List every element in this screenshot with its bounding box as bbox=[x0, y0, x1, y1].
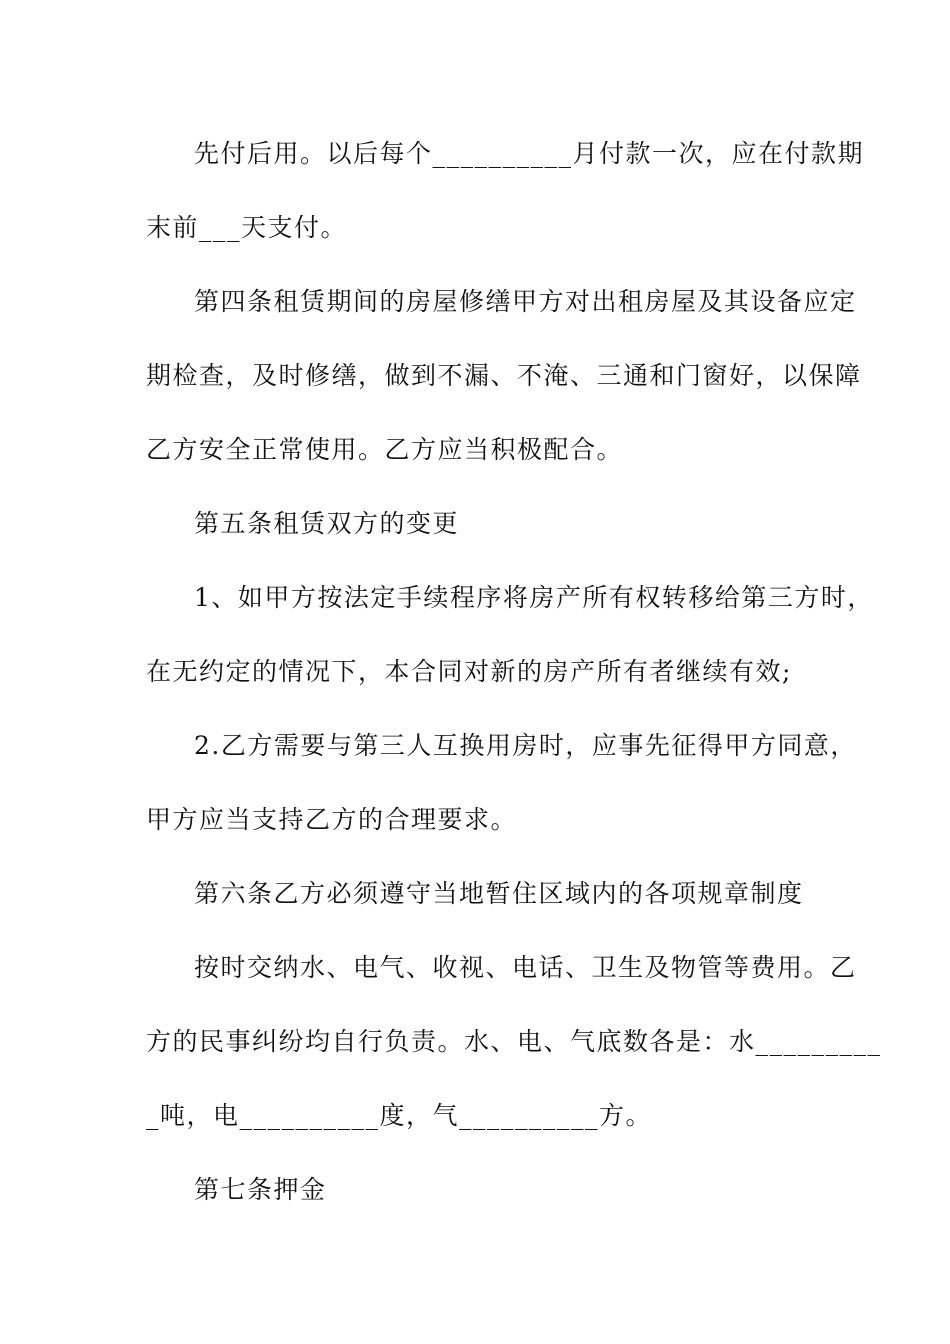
paragraph-line: 末前___天支付。 bbox=[146, 213, 348, 242]
paragraph-line: 方的民事纠纷均自行负责。水、电、气底数各是：水_________ bbox=[146, 1027, 882, 1056]
paragraph-line: 期检查，及时修缮，做到不漏、不淹、三通和门窗好，以保障 bbox=[146, 361, 862, 390]
paragraph-line: 甲方应当支持乙方的合理要求。 bbox=[146, 805, 518, 834]
list-item-line: 1、如甲方按法定手续程序将房产所有权转移给第三方时， bbox=[194, 583, 874, 612]
article-heading-line: 第七条押金 bbox=[194, 1175, 327, 1204]
paragraph-line: 按时交纳水、电气、收视、电话、卫生及物管等费用。乙 bbox=[194, 953, 857, 982]
paragraph-line: 乙方安全正常使用。乙方应当积极配合。 bbox=[146, 435, 624, 464]
article-heading-line: 第五条租赁双方的变更 bbox=[194, 509, 460, 538]
paragraph-line: 在无约定的情况下，本合同对新的房产所有者继续有效; bbox=[146, 657, 792, 686]
article-heading-line: 第六条乙方必须遵守当地暂住区域内的各项规章制度 bbox=[194, 879, 804, 908]
list-item-line: 2.乙方需要与第三人互换用房时，应事先征得甲方同意， bbox=[194, 731, 857, 760]
article-heading-line: 第四条租赁期间的房屋修缮甲方对出租房屋及其设备应定 bbox=[194, 287, 857, 316]
paragraph-line: _吨，电__________度，气__________方。 bbox=[146, 1101, 653, 1130]
paragraph-line: 先付后用。以后每个__________月付款一次，应在付款期 bbox=[194, 139, 865, 168]
